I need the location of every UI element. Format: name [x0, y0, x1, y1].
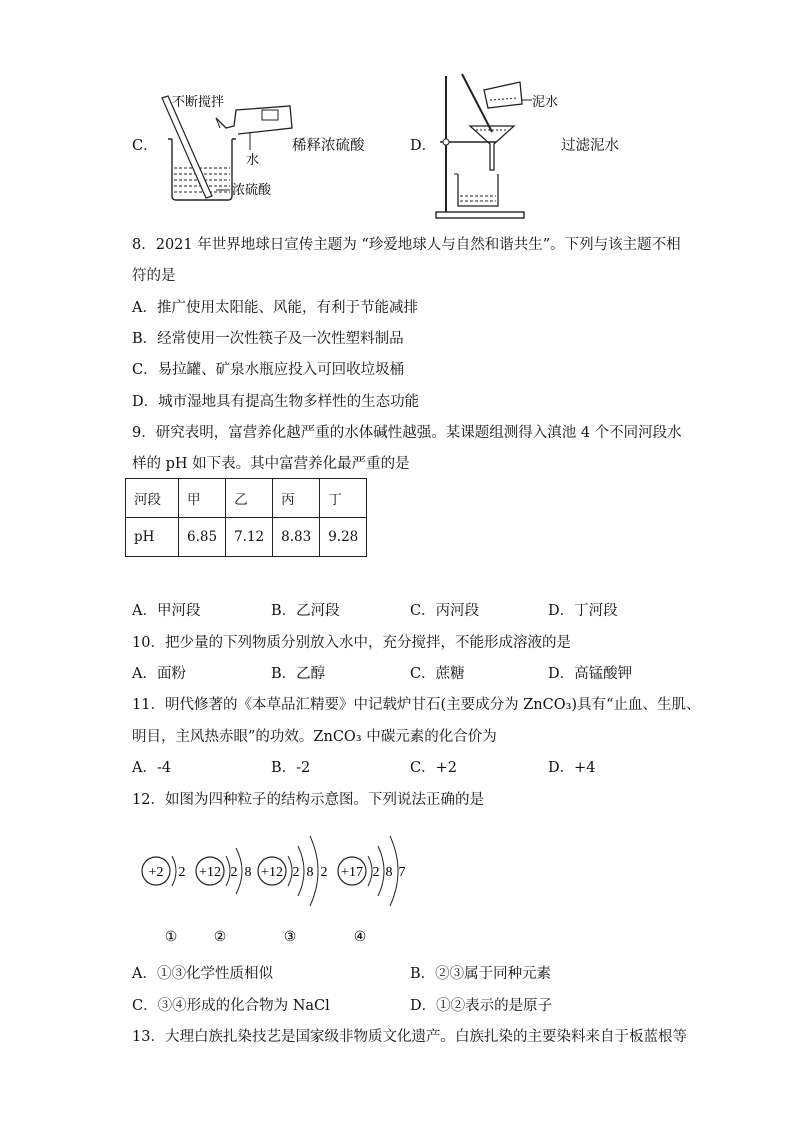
q11-option-a: A．-4: [132, 760, 172, 776]
q8-option-b: B．经常使用一次性筷子及一次性塑料制品: [132, 331, 404, 347]
q9-option-c: C．丙河段: [410, 603, 480, 619]
q9-option-b: B．乙河段: [271, 603, 340, 619]
option-d-caption: 过滤泥水: [561, 138, 619, 154]
atom-4-label: ④: [353, 930, 367, 945]
atom-1: [142, 856, 186, 945]
q12-option-b: B．②③属于同种元素: [410, 966, 552, 982]
atom-2-shell-2: 8: [244, 865, 252, 880]
q11-stem-1: 11．明代修著的《本草品汇精要》中记载炉甘石(主要成分为 ZnCO₃)具有“止血、生肌、: [132, 697, 701, 713]
q8-option-d: D．城市湿地具有提高生物多样性的生态功能: [132, 394, 420, 410]
table-cell: 7.12: [226, 518, 273, 557]
table-cell: 8.83: [273, 518, 320, 557]
q11-option-b: B．-2: [271, 760, 311, 776]
q13-stem: 13．大理白族扎染技艺是国家级非物质文化遗产。白族扎染的主要染料来自于板蓝根等: [132, 1029, 687, 1045]
q9-option-d: D．丁河段: [548, 603, 618, 619]
q12-stem: 12．如图为四种粒子的结构示意图。下列说法正确的是: [132, 792, 484, 808]
q9-stem-1: 9．研究表明，富营养化越严重的水体碱性越强。某课题组测得入滇池 4 个不同河段水: [132, 425, 682, 441]
option-d-letter: D．: [410, 138, 437, 154]
q10-stem: 10．把少量的下列物质分别放入水中，充分搅拌，不能形成溶液的是: [132, 635, 571, 651]
table-cell: 9.28: [320, 518, 367, 557]
table-cell: 6.85: [179, 518, 226, 557]
table-cell: 丁: [320, 479, 367, 518]
q10-option-d: D．高锰酸钾: [548, 666, 633, 682]
atom-4-shell-3: 7: [398, 865, 406, 880]
q8-option-a: A．推广使用太阳能、风能，有利于节能减排: [132, 300, 418, 316]
atom-3-label: ③: [283, 930, 297, 945]
q10-option-a: A．面粉: [132, 666, 186, 682]
atom-1-shell-1: 2: [178, 865, 186, 880]
atom-4-shell-1: 2: [372, 865, 380, 880]
atom-3-shell-3: 2: [320, 865, 328, 880]
q11-option-c: C．+2: [410, 760, 457, 776]
atom-3: [258, 836, 328, 945]
table-row: [126, 518, 367, 557]
atom-diagram: [138, 818, 428, 948]
atom-2-shell-1: 2: [230, 865, 238, 880]
q12-option-c: C．③④形成的化合物为 NaCl: [132, 998, 330, 1014]
table-header-row: [126, 479, 367, 518]
q8-stem-2: 符的是: [132, 268, 176, 284]
atom-1-nucleus: +2: [148, 865, 164, 880]
atom-3-shell-2: 8: [306, 865, 314, 880]
table-cell: 甲: [179, 479, 226, 518]
atom-4-shell-2: 8: [385, 865, 393, 880]
atom-2-nucleus: +12: [199, 865, 221, 880]
q8-stem-1: 8．2021 年世界地球日宣传主题为 “珍爱地球人与自然和谐共生”。下列与该主题不相: [132, 237, 681, 253]
filtration-diagram: [432, 70, 572, 222]
q12-option-d: D．①②表示的是原子: [410, 998, 553, 1014]
mud-label: 泥水: [532, 95, 559, 110]
q8-option-c: C．易拉罐、矿泉水瓶应投入可回收垃圾桶: [132, 362, 405, 378]
q10-option-c: C．蔗糖: [410, 666, 465, 682]
water-label: 水: [246, 153, 260, 168]
atom-3-shell-1: 2: [292, 865, 300, 880]
stir-label: 不断搅拌: [172, 95, 225, 110]
table-cell: 丙: [273, 479, 320, 518]
atom-3-nucleus: +12: [261, 865, 283, 880]
atom-4-nucleus: +17: [341, 865, 363, 880]
option-c-letter: C．: [132, 138, 158, 154]
ph-table: [125, 478, 367, 557]
q10-option-b: B．乙醇: [271, 666, 326, 682]
q11-option-d: D．+4: [548, 760, 596, 776]
q11-stem-2: 明目，主风热赤眼”的功效。ZnCO₃ 中碳元素的化合价为: [132, 729, 497, 745]
table-cell: pH: [126, 518, 179, 557]
q9-option-a: A．甲河段: [132, 603, 201, 619]
q9-stem-2: 样的 pH 如下表。其中富营养化最严重的是: [132, 456, 410, 472]
table-cell: 河段: [126, 479, 179, 518]
atom-2: [196, 848, 252, 945]
atom-2-label: ②: [213, 930, 227, 945]
q12-option-a: A．①③化学性质相似: [132, 966, 273, 982]
acid-label: 浓硫酸: [232, 183, 272, 198]
atom-1-label: ①: [164, 930, 178, 945]
atom-4: [338, 836, 406, 945]
option-c-caption: 稀释浓硫酸: [292, 138, 365, 154]
table-cell: 乙: [226, 479, 273, 518]
